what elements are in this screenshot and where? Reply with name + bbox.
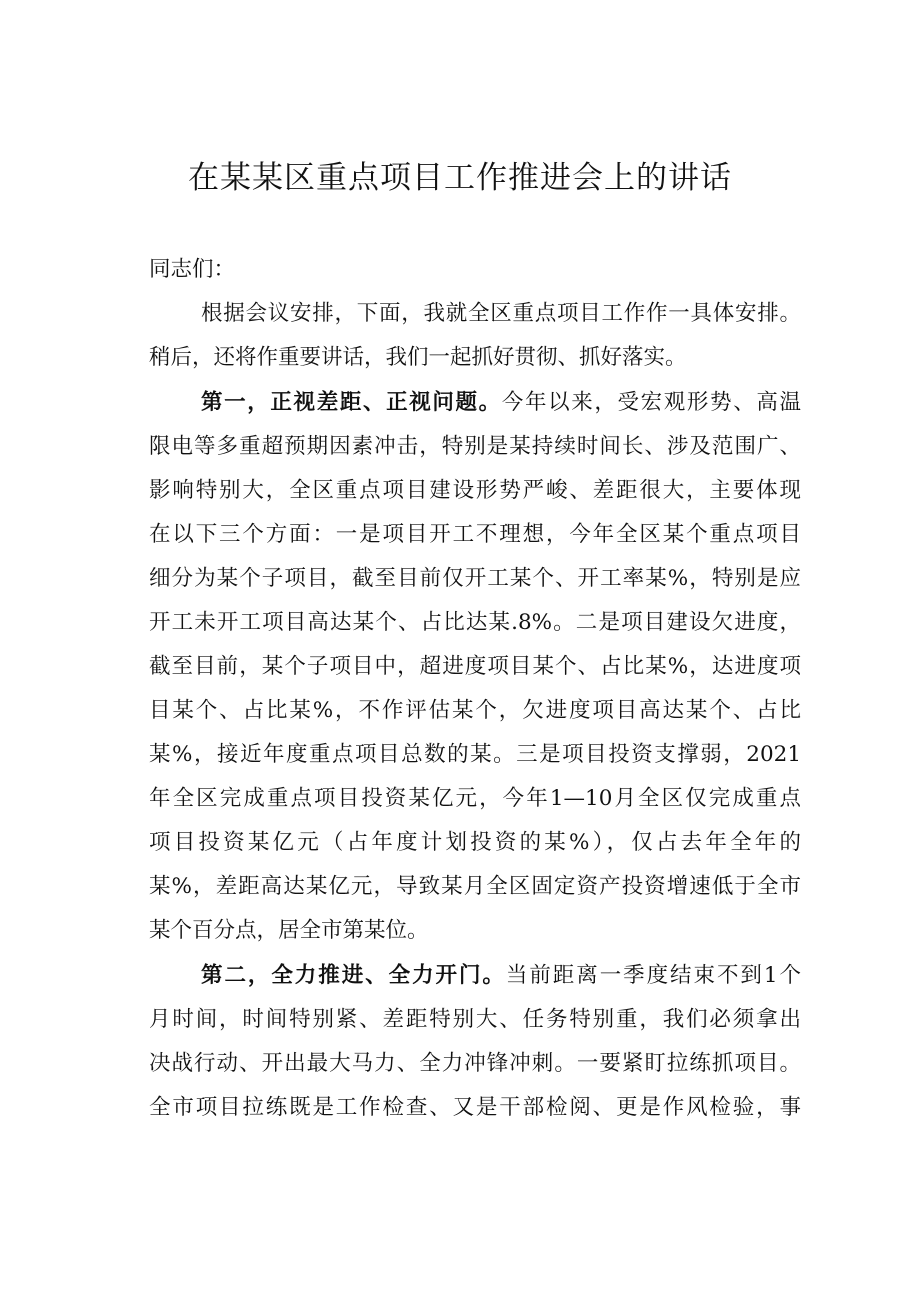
document-title: 在某某区重点项目工作推进会上的讲话 (188, 160, 732, 196)
section1-line: 开工未开工项目高达某个、占比达某.8%。二是项目建设欠进度， (149, 610, 801, 635)
section1-line: 某个百分点，居全市第某位。 (149, 918, 429, 943)
section2-first-line (201, 956, 801, 996)
section1-line: 影响特别大，全区重点项目建设形势严峻、差距很大，主要体现 (149, 478, 801, 503)
section1-line: 细分为某个子项目，截至目前仅开工某个、开工率某%，特别是应 (149, 566, 801, 591)
section2-heading: 第二，全力推进、全力开门。 (201, 963, 506, 988)
salutation: 同志们： (149, 257, 236, 282)
section1-first-line (201, 383, 801, 423)
intro-line: 稍后，还将作重要讲话，我们一起抓好贯彻、抓好落实。 (149, 345, 687, 370)
section1-line: 年全区完成重点项目投资某亿元，今年1—10月全区仅完成重点 (149, 786, 801, 811)
section2-line: 全市项目拉练既是工作检查、又是干部检阅、更是作风检验，事 (149, 1095, 801, 1120)
section1-line: 在以下三个方面：一是项目开工不理想，今年全区某个重点项目 (149, 522, 801, 547)
section1-line: 某%，差距高达某亿元，导致某月全区固定资产投资增速低于全市 (149, 874, 801, 899)
section1-line: 截至目前，某个子项目中，超进度项目某个、占比某%，达进度项 (149, 654, 801, 679)
section2-line: 月时间，时间特别紧、差距特别大、任务特别重，我们必须拿出 (149, 1007, 801, 1032)
section2-line: 决战行动、开出最大马力、全力冲锋冲刺。一要紧盯拉练抓项目。 (149, 1051, 801, 1076)
section1-line: 某%，接近年度重点项目总数的某。三是项目投资支撑弱，2021 (149, 742, 801, 767)
section1-line: 限电等多重超预期因素冲击，特别是某持续时间长、涉及范围广、 (149, 434, 801, 459)
section1-heading: 第一，正视差距、正视问题。 (201, 390, 502, 415)
section2-first-line-text: 当前距离一季度结束不到1个 (505, 963, 801, 988)
section1-first-line-text: 今年以来，受宏观形势、高温 (501, 390, 801, 415)
section1-line: 目某个、占比某%，不作评估某个，欠进度项目高达某个、占比 (149, 698, 801, 723)
section1-line: 项目投资某亿元（占年度计划投资的某%），仅占去年全年的 (149, 830, 801, 855)
intro-line: 根据会议安排，下面，我就全区重点项目工作作一具体安排。 (201, 301, 801, 326)
